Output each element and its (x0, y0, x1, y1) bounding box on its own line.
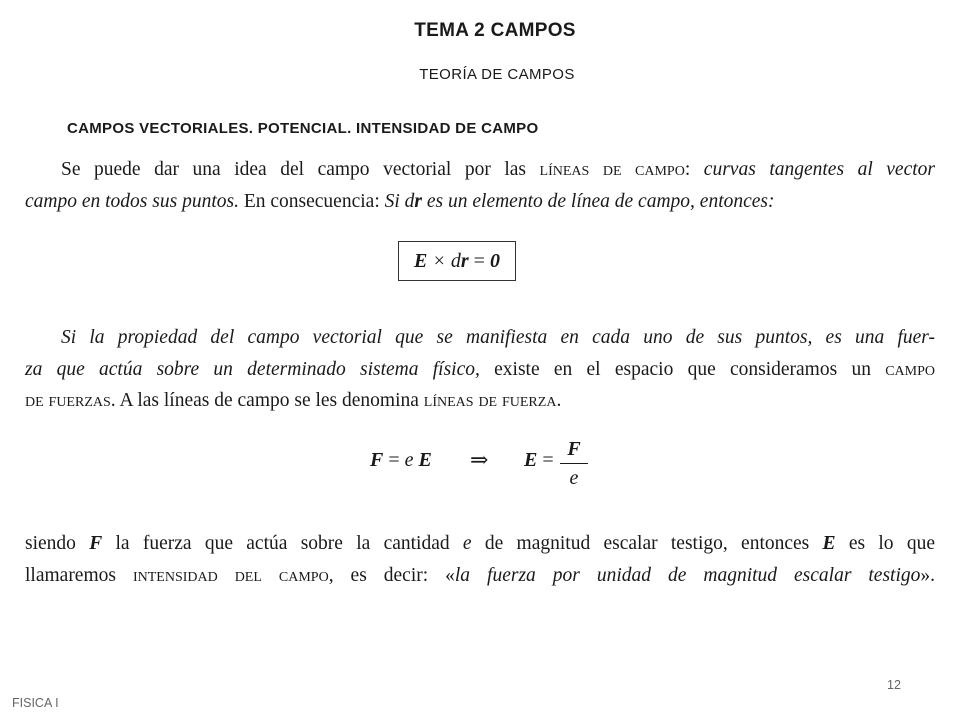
paragraph-line (25, 322, 935, 354)
text-run: existe en el espacio que consideramos un (479, 358, 886, 380)
text-run: . A las líneas de campo se les denomina (110, 390, 424, 411)
term-lineas-de-fuerza: líneas de fuerza (423, 390, 557, 411)
page-subtitle: TEORÍA DE CAMPOS (419, 66, 575, 83)
fraction-numerator: F (567, 438, 581, 460)
equation-intensity (524, 449, 554, 472)
term-lineas-de-campo: líneas de campo (539, 159, 685, 180)
paragraph-line (25, 560, 935, 592)
term-campo: campo (885, 358, 935, 380)
vector-symbol: 0 (489, 250, 500, 272)
vector-symbol: F (89, 533, 103, 554)
vector-symbol: r (460, 250, 469, 272)
paragraph-field-lines (25, 154, 935, 217)
scalar-symbol: e (404, 449, 414, 471)
fraction-bar (560, 463, 588, 464)
paragraph-force-field (25, 322, 935, 417)
implies-arrow: ⇒ (470, 447, 489, 472)
text-run: campo en todos sus puntos. (25, 190, 239, 212)
paragraph-line (25, 528, 935, 560)
text-run: Si la propiedad del campo vectorial que se manifiesta en cada uno de sus puntos, es una fuer- (61, 327, 935, 348)
text-run: la fuerza por unidad de magnitud escalar testigo (454, 564, 921, 586)
text-run: la fuerza que actúa sobre la cantidad (102, 533, 463, 554)
paragraph-intensity (25, 528, 935, 591)
vector-symbol: F (370, 449, 384, 471)
vector-symbol: E (524, 449, 538, 471)
text-run: llamaremos (25, 564, 133, 586)
math-operator: = (537, 449, 554, 471)
text-run: . (556, 390, 562, 411)
vector-symbol: E (414, 250, 428, 272)
fraction-denominator: e (569, 467, 579, 489)
page-number: 12 (887, 678, 901, 692)
equation-force (370, 449, 432, 472)
text-run: de magnitud escalar testigo, entonces (471, 533, 823, 554)
text-run: za que actúa sobre un determinado sistema físico, (25, 358, 480, 380)
text-run: : (684, 159, 704, 180)
term-intensidad-del-campo: intensidad del campo (132, 564, 329, 586)
text-run: , es decir: « (328, 564, 455, 586)
math-operator: × d (427, 250, 461, 272)
math-operator: = (468, 250, 490, 272)
paragraph-line (25, 186, 935, 218)
text-run: siendo (25, 533, 90, 554)
text-run: es un elemento de línea de campo, entonces: (422, 190, 775, 212)
text-run: Si d (384, 190, 415, 212)
paragraph-line (25, 154, 935, 186)
text-run: es lo que (835, 533, 935, 554)
footer-course-label: FISICA I (12, 696, 59, 710)
text-run: curvas tangentes al vector (703, 159, 935, 180)
vector-symbol: r (414, 190, 422, 212)
equation-field-line (398, 241, 516, 281)
text-run: Se puede dar una idea del campo vectorial por las (61, 159, 540, 180)
page-title: TEMA 2 CAMPOS (414, 20, 576, 41)
text-run: ». (920, 564, 936, 586)
paragraph-line (25, 354, 935, 386)
scalar-symbol: e (462, 533, 472, 554)
math-operator: = (383, 449, 405, 471)
vector-symbol: E (822, 533, 836, 554)
text-run: En consecuencia: (238, 190, 385, 212)
section-heading: CAMPOS VECTORIALES. POTENCIAL. INTENSIDAD DE CAMPO (67, 120, 539, 137)
vector-symbol: E (418, 449, 432, 471)
term-de-fuerzas: de fuerzas (25, 390, 111, 411)
fraction (560, 436, 588, 491)
paragraph-line (25, 385, 935, 417)
